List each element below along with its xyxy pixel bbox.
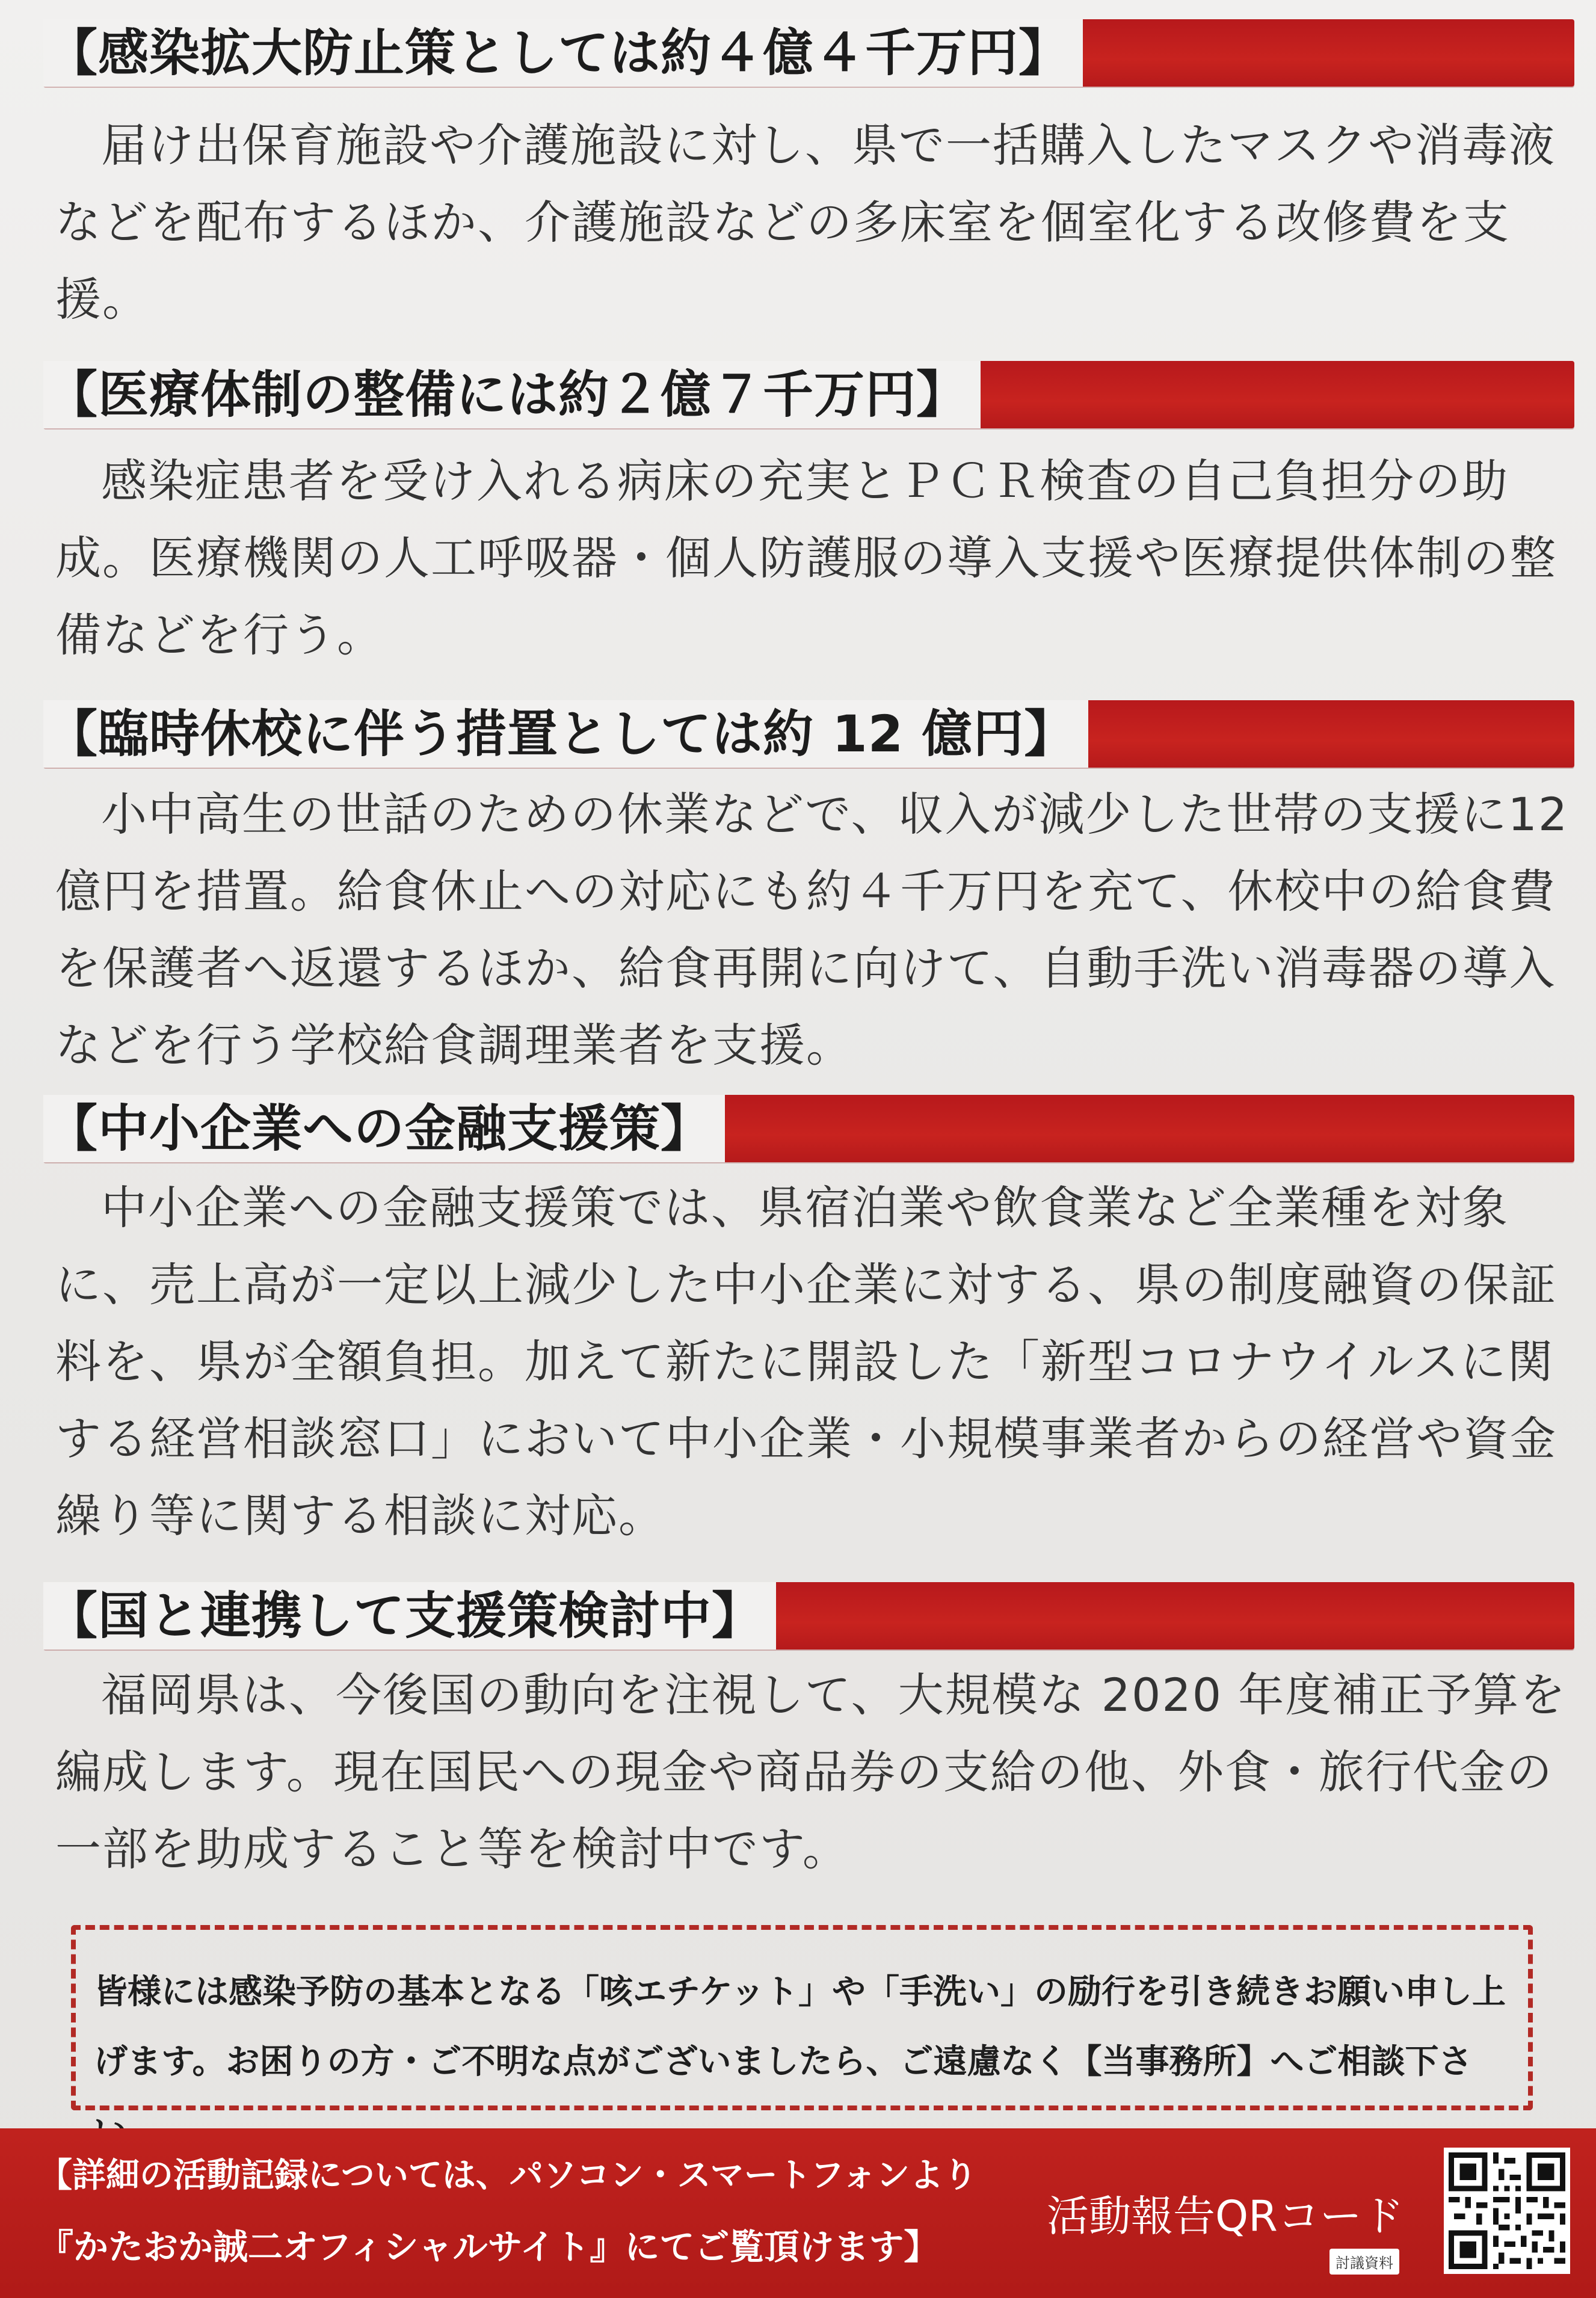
section-4-body: 中小企業への金融支援策では、県宿泊業や飲食業など全業種を対象に、売上高が一定以上減少した中小企業に対する、県の制度融資の保証料を、県が全額負担。加えて新たに開設した「新型コロナウイルスに関する経営相談窓口」において中小企業・小規模事業者からの経営や資金繰り等に関する相談に対応。 bbox=[55, 1181, 1557, 1542]
qr-code-graphic bbox=[1449, 2152, 1565, 2269]
section-3-banner bbox=[43, 700, 1574, 768]
section-4-heading: 【中小企業への金融支援策】 bbox=[43, 1095, 725, 1162]
footer-bar bbox=[0, 2128, 1596, 2298]
section-3-body: 小中高生の世話のための休業などで、収入が減少した世帯の支援に12億円を措置。給食休止への対応にも約４千万円を充て、休校中の給食費を保護者へ返還するほか、給食再開に向けて、自動手洗い消毒器の導入などを行う学校給食調理業者を支援。 bbox=[55, 787, 1569, 1072]
section-1-body: 届け出保育施設や介護施設に対し、県で一括購入したマスクや消毒液などを配布するほか、介護施設などの多床室を個室化する改修費を支援。 bbox=[55, 119, 1556, 326]
notice-text: 皆様には感染予防の基本となる「咳エチケット」や「手洗い」の励行を引き続きお願い申し上げます。お困りの方・ご不明な点がございましたら、ご遠慮なく【当事務所】へご相談下さ bbox=[94, 1973, 1506, 2081]
section-5-heading: 【国と連携して支援策検討中】 bbox=[43, 1582, 776, 1650]
qr-code-icon[interactable] bbox=[1444, 2148, 1570, 2274]
section-3-heading: 【臨時休校に伴う措置としては約 12 億円】 bbox=[43, 700, 1088, 768]
section-2-body: 感染症患者を受け入れる病床の充実とＰＣＲ検査の自己負担分の助成。医療機関の人工呼吸器・個人防護服の導入支援や医療提供体制の整備などを行う。 bbox=[55, 454, 1557, 662]
section-2-heading: 【医療体制の整備には約２億７千万円】 bbox=[43, 361, 981, 428]
section-1-heading: 【感染拡大防止策としては約４億４千万円】 bbox=[43, 19, 1083, 87]
section-5-banner bbox=[43, 1582, 1574, 1650]
section-4-banner bbox=[43, 1095, 1574, 1162]
section-2-banner bbox=[43, 361, 1574, 428]
qr-tag: 討議資料 bbox=[1329, 2249, 1399, 2275]
qr-label: 活動報告QRコード bbox=[1047, 2192, 1404, 2241]
footer-line-2: 『かたおか誠二オフィシャルサイト』にてご覧頂けます】 bbox=[39, 2226, 939, 2267]
section-1-banner bbox=[43, 19, 1574, 87]
section-5-body: 福岡県は、今後国の動向を注視して、大規模な 2020 年度補正予算を編成します。現在国民への現金や商品券の支給の他、外食・旅行代金の一部を助成すること等を検討中です。 bbox=[55, 1668, 1567, 1876]
footer-line-1: 【詳細の活動記録については、パソコン・スマートフォンより bbox=[39, 2156, 978, 2195]
notice-box bbox=[71, 1925, 1533, 2110]
